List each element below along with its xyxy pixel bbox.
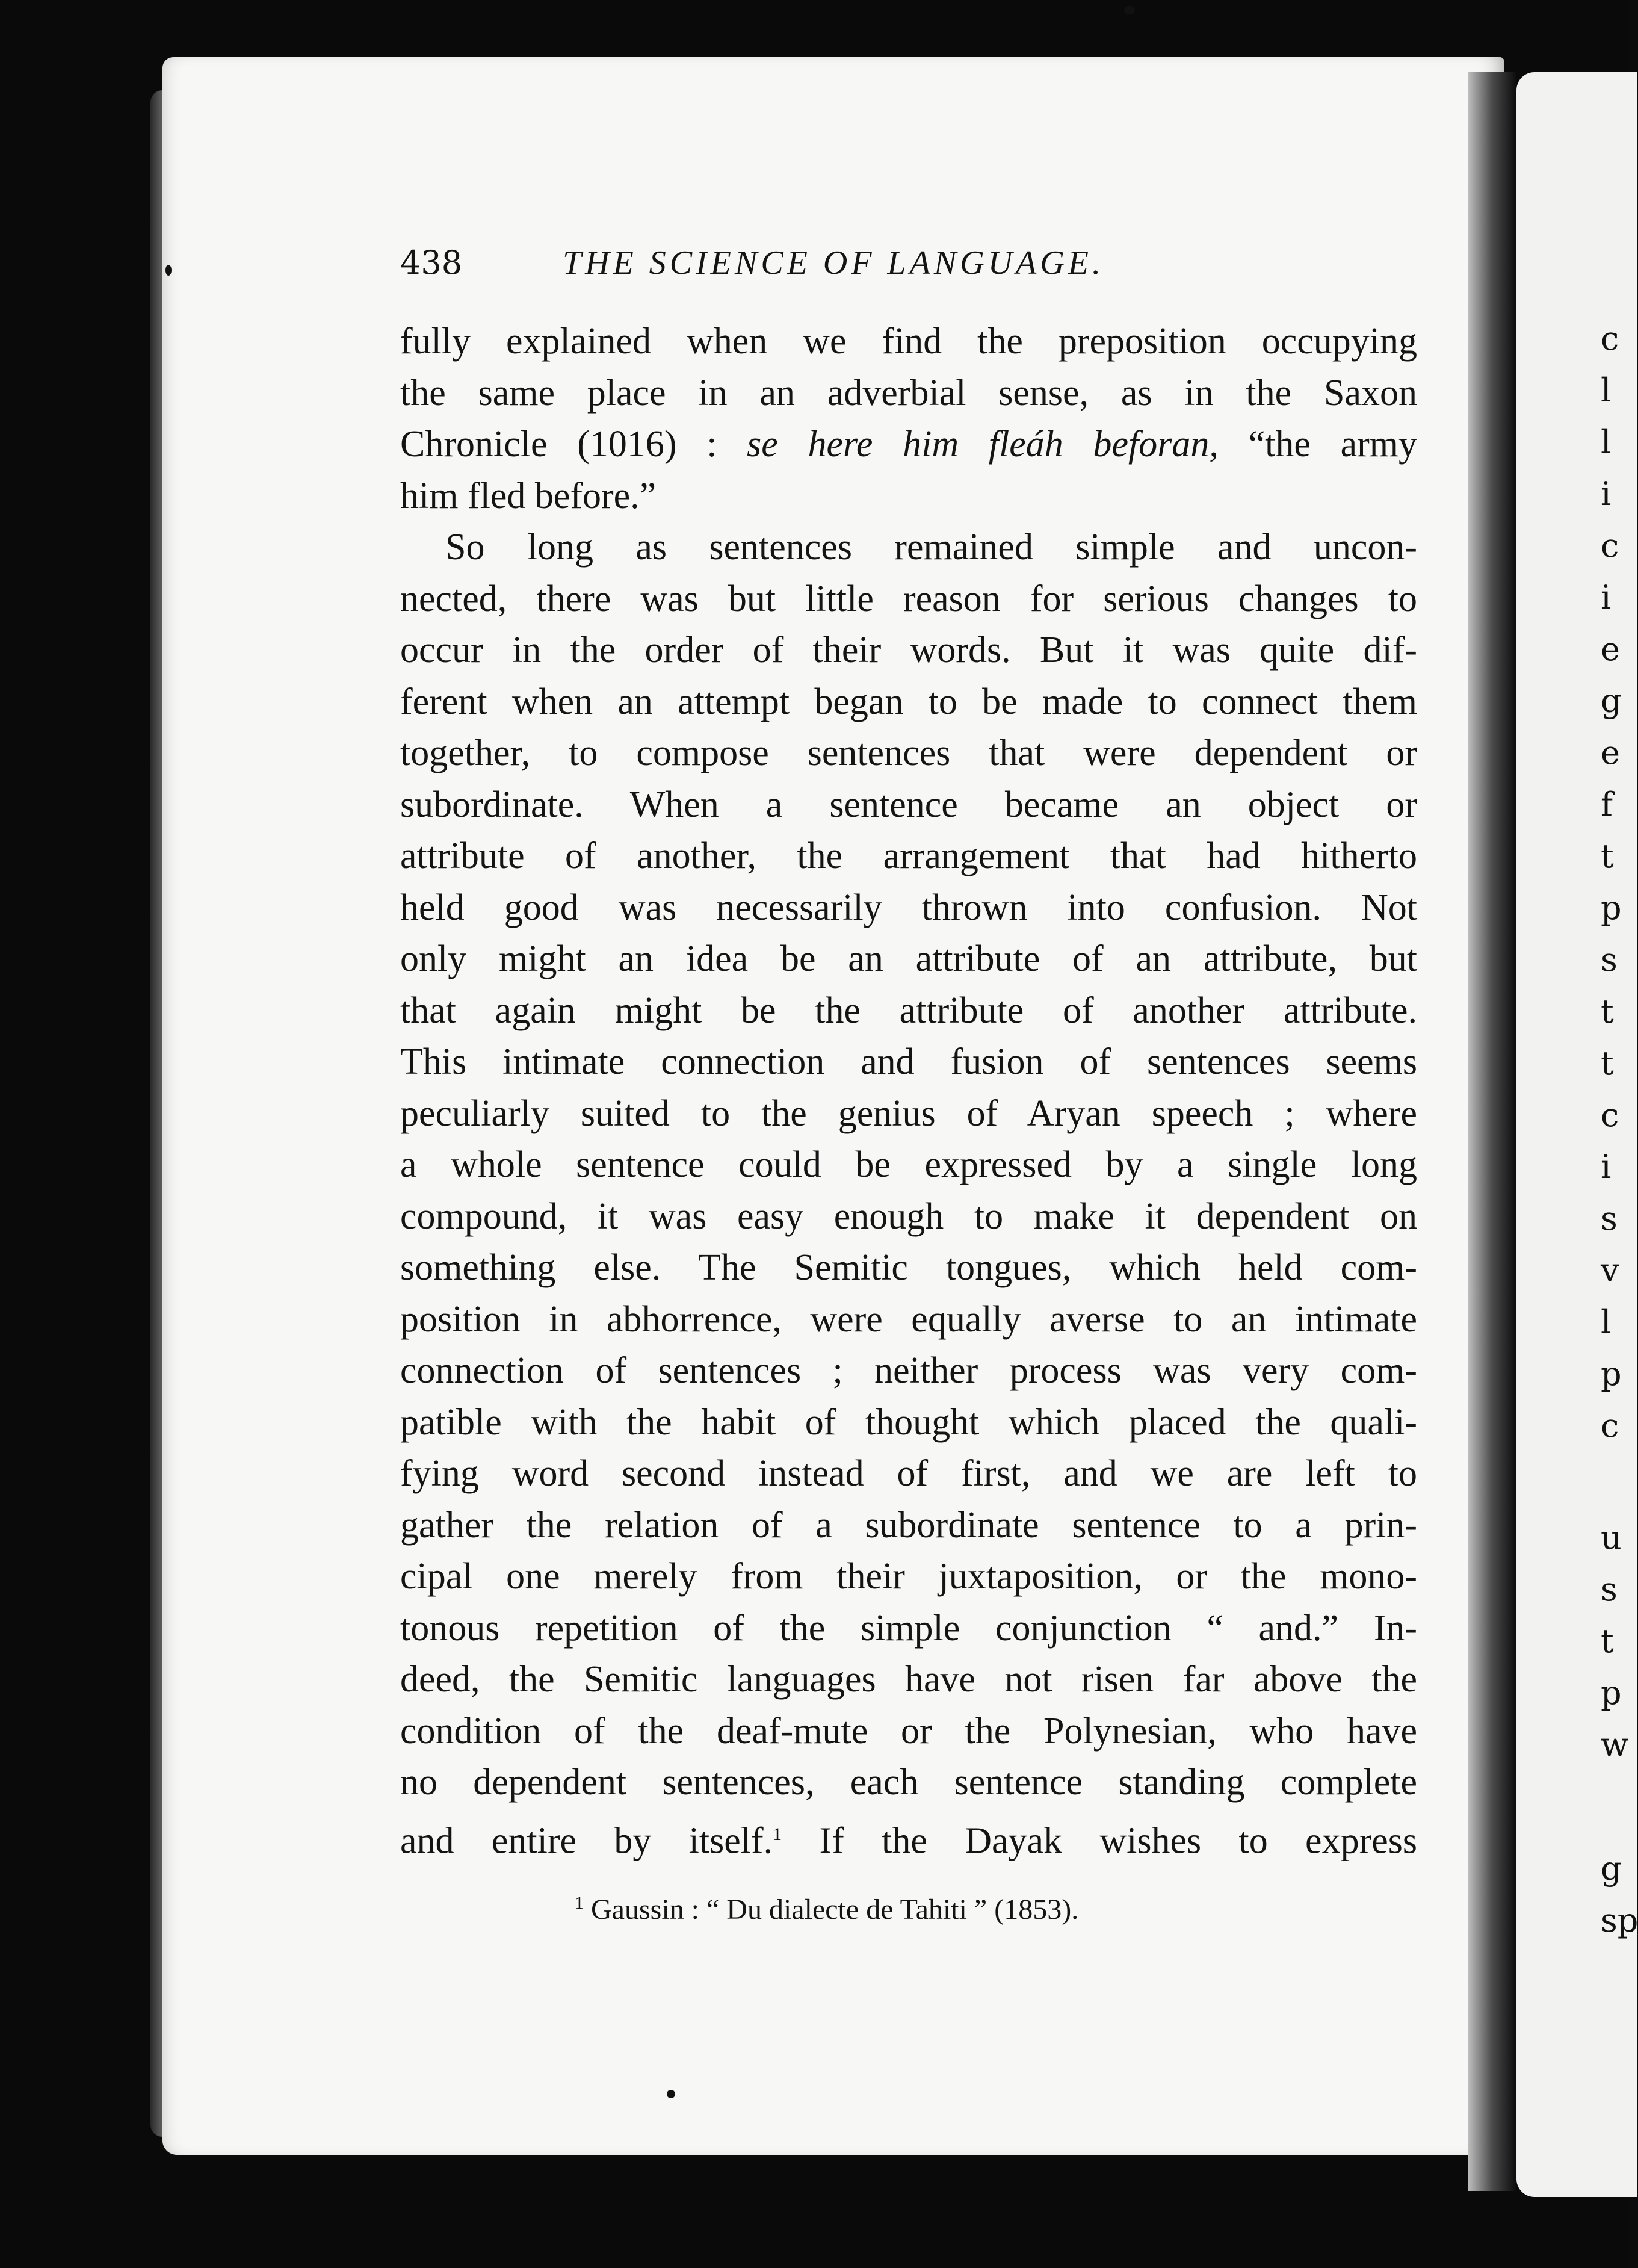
adjacent-page-letters [1601, 313, 1638, 1947]
page-content [400, 244, 1417, 1928]
paragraph-1 [400, 316, 1417, 522]
adjacent-page-letter: c [1601, 1096, 1619, 1134]
adjacent-page-letter: l [1601, 423, 1612, 461]
text-span: “the army [1218, 424, 1417, 465]
text-line: attribute of another, the arrangement that had hitherto [400, 835, 1417, 876]
text-line: only might an idea be an attribute of an attribute, but [400, 938, 1417, 979]
text-span: If the Dayak wishes to express [782, 1820, 1417, 1862]
adjacent-page-letter: u [1601, 1519, 1622, 1557]
running-head [400, 244, 1417, 316]
text-line: condition of the deaf-mute or the Polynesian, who have [400, 1710, 1417, 1752]
text-line: tonous repetition of the simple conjunction “ and.” In- [400, 1607, 1417, 1649]
footnote [400, 1885, 1417, 1928]
text-line: occur in the order of their words. But it was quite dif- [400, 630, 1417, 671]
adjacent-page-letter: c [1601, 1407, 1619, 1445]
paragraph-2 [400, 522, 1417, 1867]
adjacent-page-letter: s [1601, 941, 1618, 979]
book-gutter [1468, 72, 1516, 2191]
adjacent-page-letter: l [1601, 371, 1612, 409]
text-line: This intimate connection and fusion of sentences seems [400, 1041, 1417, 1082]
text-line: something else. The Semitic tongues, which held com- [400, 1247, 1417, 1288]
text-line: ferent when an attempt began to be made to connect them [400, 681, 1417, 722]
text-line [400, 419, 1417, 471]
text-line: peculiarly suited to the genius of Aryan speech ; where [400, 1092, 1417, 1134]
footnote-mark: 1 [575, 1892, 584, 1913]
text-span: and entire by itself. [400, 1820, 773, 1862]
adjacent-page-letter: e [1601, 734, 1620, 772]
adjacent-page-letter: t [1601, 1622, 1614, 1660]
adjacent-page-letter: sp [1601, 1901, 1638, 1939]
adjacent-page-letter: g [1601, 682, 1622, 720]
text-line: fully explained when we find the preposition occupying [400, 321, 1417, 362]
text-line: position in abhorrence, were equally averse to an intimate [400, 1298, 1417, 1340]
text-line: nected, there was but little reason for serious changes to [400, 578, 1417, 619]
text-line: subordinate. When a sentence became an object or [400, 784, 1417, 825]
adjacent-page-letter: v [1601, 1251, 1619, 1289]
adjacent-page-letter: s [1601, 1570, 1618, 1608]
text-line: held good was necessarily thrown into confusion. Not [400, 887, 1417, 928]
text-line: fying word second instead of first, and we are left to [400, 1453, 1417, 1494]
adjacent-page-letter: g [1601, 1850, 1622, 1888]
adjacent-page-letter: p [1601, 1674, 1622, 1712]
text-line: So long as sentences remained simple and uncon- [445, 527, 1417, 568]
adjacent-page-letter: p [1601, 1355, 1622, 1393]
text-line: him fled before.” [400, 475, 657, 516]
adjacent-page-letter: l [1601, 1303, 1612, 1341]
text-line: cipal one merely from their juxtaposition, or the mono- [400, 1556, 1417, 1597]
page-number: 438 [400, 244, 463, 282]
adjacent-page-letter: t [1601, 993, 1614, 1030]
text-line: the same place in an adverbial sense, as in the Saxon [400, 372, 1417, 414]
adjacent-page-letter: i [1601, 1148, 1612, 1186]
text-line: a whole sentence could be expressed by a single long [400, 1144, 1417, 1185]
footnote-reference: 1 [773, 1824, 782, 1844]
dust-speck [165, 265, 172, 276]
adjacent-page-letter: t [1601, 837, 1614, 875]
adjacent-page-letter: p [1601, 889, 1622, 927]
adjacent-page-letter: s [1601, 1200, 1618, 1238]
text-line: deed, the Semitic languages have not risen far above the [400, 1659, 1417, 1700]
adjacent-page-letter: f [1601, 785, 1613, 823]
text-line: gather the relation of a subordinate sentence to a prin- [400, 1504, 1417, 1546]
saxon-quotation: se here him fleáh beforan, [747, 424, 1219, 465]
adjacent-page-letter: c [1601, 527, 1619, 565]
footnote-text: Gaussin : “ Du dialecte de Tahiti ” (1853). [591, 1893, 1079, 1926]
text-line: that again might be the attribute of another attribute. [400, 990, 1417, 1031]
text-line: patible with the habit of thought which placed the quali- [400, 1401, 1417, 1443]
adjacent-page-letter: c [1601, 320, 1619, 358]
dust-speck [667, 2090, 675, 2098]
text-line: together, to compose sentences that were dependent or [400, 733, 1417, 773]
dust-speck [1124, 6, 1135, 14]
adjacent-page-letter: w [1601, 1726, 1629, 1764]
running-title: THE SCIENCE OF LANGUAGE. [563, 244, 1104, 282]
adjacent-page-letter: i [1601, 475, 1612, 513]
adjacent-page-letter: i [1601, 578, 1612, 616]
text-line: no dependent sentences, each sentence standing complete [400, 1762, 1417, 1803]
text-line: connection of sentences ; neither process was very com- [400, 1350, 1417, 1391]
adjacent-page-letter: e [1601, 630, 1620, 668]
adjacent-page-letter: t [1601, 1044, 1614, 1082]
text-line: compound, it was easy enough to make it dependent on [400, 1195, 1417, 1237]
text-span: Chronicle (1016) : [400, 424, 747, 465]
text-line [400, 1809, 1417, 1867]
